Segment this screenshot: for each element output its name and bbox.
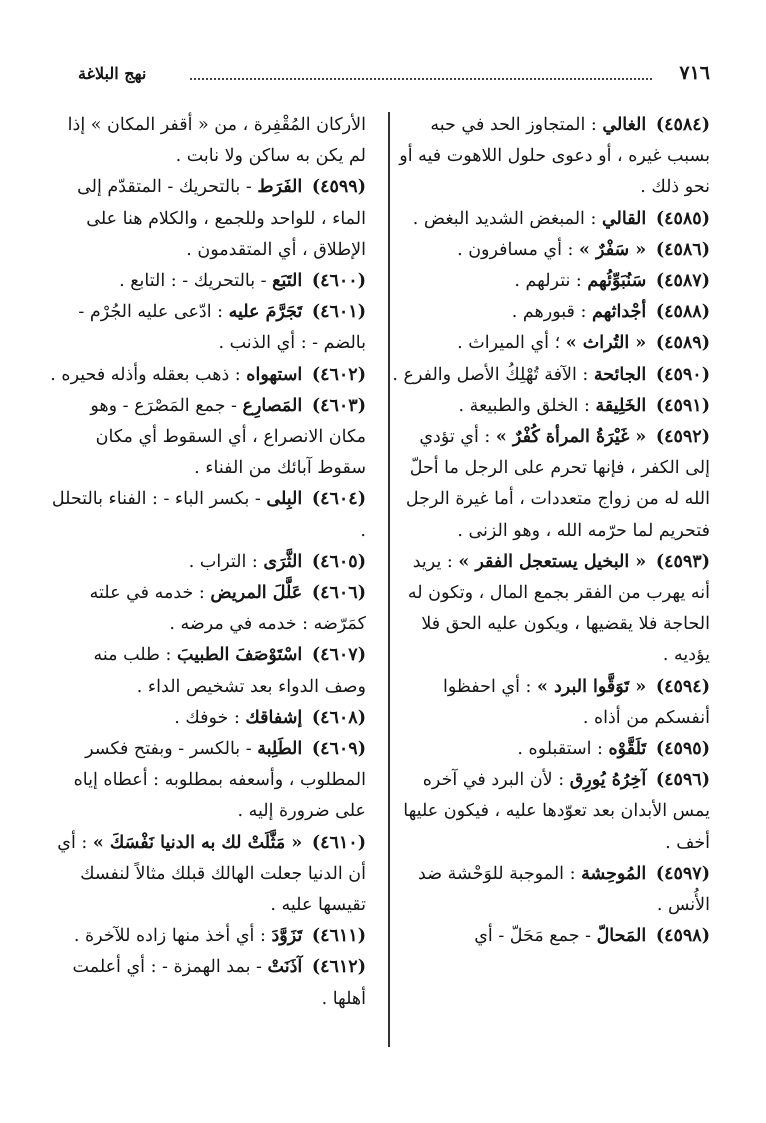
glossary-entry bbox=[392, 765, 710, 859]
entry-term: سَنُبَوِّئُهم bbox=[587, 271, 647, 292]
glossary-entry bbox=[392, 391, 710, 422]
entry-term: المُوحِشة bbox=[581, 863, 647, 884]
page-number: ٧١٦ bbox=[679, 62, 710, 84]
entry-number: (٤٦٠٦) bbox=[311, 583, 366, 604]
entry-definition: : المبغض الشديد البغض . bbox=[412, 208, 597, 229]
glossary-entry bbox=[392, 921, 710, 952]
entry-term: استهواه bbox=[246, 364, 303, 385]
entry-definition: : خدمه في علته كمَرّضه : خدمه في مرضه . bbox=[89, 583, 366, 635]
entry-term: الجائحة bbox=[593, 364, 647, 385]
entry-number: (٤٥٨٥) bbox=[655, 208, 710, 229]
glossary-entry bbox=[48, 703, 366, 734]
entry-term: آخِرُهُ يُورِق bbox=[569, 770, 647, 791]
entry-number: (٤٥٨٨) bbox=[655, 302, 710, 323]
entry-definition: - بمد الهمزة - : أي أعلمت أهلها . bbox=[72, 957, 366, 1009]
entry-definition: - جمع مَحَلّ - أي bbox=[474, 926, 592, 947]
entry-number: (٤٥٩٦) bbox=[655, 770, 710, 791]
glossary-entry bbox=[48, 172, 366, 266]
entry-number: (٤٥٩٩) bbox=[311, 177, 366, 198]
entry-term: الثَّرَى bbox=[263, 551, 303, 572]
entry-term: المَصارِع bbox=[242, 395, 303, 416]
left-column bbox=[48, 110, 366, 1070]
entry-number: (٤٦١١) bbox=[311, 926, 366, 947]
entry-term: « مَثَّلَتْ لك به الدنيا نَفْسَكَ » bbox=[92, 832, 303, 853]
glossary-entry bbox=[48, 297, 366, 359]
entry-number: (٤٦٠٣) bbox=[311, 395, 366, 416]
entry-term: الخَلِيقة bbox=[595, 395, 647, 416]
entry-number: (٤٥٩٠) bbox=[655, 364, 710, 385]
entry-definition: : الخلق والطبيعة . bbox=[458, 395, 590, 416]
entry-term: « غَيْرَةُ المرأة كُفْرٌ » bbox=[495, 427, 647, 448]
entry-number: (٤٥٩٧) bbox=[655, 863, 710, 884]
entry-definition: : لأن البرد في آخره يمس الأبدان بعد تعوّدها عليه ، فيكون عليها أخف . bbox=[403, 770, 710, 853]
entry-number: (٤٥٩٤) bbox=[655, 676, 710, 697]
entry-definition: : ذهب بعقله وأذله فحيره . bbox=[50, 364, 241, 385]
entry-term: البِلى bbox=[266, 489, 303, 510]
entry-term: اسْتَوْصَفَ الطبيبَ bbox=[177, 645, 303, 666]
entry-definition: : ادّعى عليه الجُرْم - بالضم - : أي الذنب . bbox=[78, 302, 366, 354]
entry-number: (٤٥٨٦) bbox=[655, 239, 710, 260]
entry-term: الطَلِبة bbox=[257, 739, 303, 760]
glossary-entry bbox=[48, 952, 366, 1014]
entry-term: عَلَّلَ المريض bbox=[210, 583, 303, 604]
glossary-entry-continued bbox=[48, 110, 366, 172]
entry-definition: : أي أخذ منها زاده للآخرة . bbox=[73, 926, 266, 947]
entry-definition: الأركان المُقْفِرة ، من « أقفر المكان » إذا لم يكن به ساكن ولا نابت . bbox=[67, 115, 366, 167]
entry-number: (٤٦١٠) bbox=[311, 832, 366, 853]
glossary-entry bbox=[392, 859, 710, 921]
entry-term: تَزَوَّدَ bbox=[271, 926, 303, 947]
entry-definition: : الموجبة للوَحْشة ضد الأُنس . bbox=[418, 863, 710, 916]
entry-term: أجْداثهم bbox=[591, 302, 647, 323]
book-title: نهج البلاغة bbox=[78, 64, 147, 83]
glossary-entry bbox=[392, 547, 710, 672]
glossary-entry bbox=[392, 110, 710, 204]
entry-term: الفَرَط bbox=[257, 177, 303, 198]
entry-term: الغالي bbox=[602, 115, 647, 135]
entry-definition: : نترلهم . bbox=[514, 271, 582, 292]
glossary-entry bbox=[392, 235, 710, 266]
entry-definition: - بالتحريك - المتقدّم إلى الماء ، للواحد وللجمع ، والكلام هنا على الإطلاق ، أي المتقدمون . bbox=[77, 177, 366, 260]
glossary-entry bbox=[392, 328, 710, 359]
entry-number: (٤٦٠٥) bbox=[311, 551, 366, 572]
entry-definition: : أي مسافرون . bbox=[457, 239, 574, 260]
entry-number: (٤٥٩٥) bbox=[655, 739, 710, 760]
entry-number: (٤٦١٢) bbox=[311, 957, 366, 978]
entry-number: (٤٦٠٠) bbox=[311, 271, 366, 292]
entry-definition: - بالتحريك - : التابع . bbox=[119, 271, 267, 292]
page-header bbox=[78, 58, 710, 88]
header-rule bbox=[190, 78, 652, 80]
right-column bbox=[392, 110, 710, 1070]
entry-definition: : أي أن الدنيا جعلت الهالك قبلك مثالاً لنفسك تقيسها عليه . bbox=[57, 832, 366, 916]
entry-number: (٤٦٠٩) bbox=[311, 739, 366, 760]
glossary-entry bbox=[48, 266, 366, 297]
entry-number: (٤٦٠٧) bbox=[311, 645, 366, 666]
entry-term: المَحالّ bbox=[596, 926, 647, 947]
entry-definition: - جمع المَصْرَع - وهو مكان الانصراع ، أي السقوط أي مكان سقوط آبائك من الفناء . bbox=[90, 395, 366, 479]
glossary-entry bbox=[392, 266, 710, 297]
glossary-entry bbox=[48, 360, 366, 391]
entry-number: (٤٥٩٣) bbox=[655, 551, 710, 572]
entry-term: تَلَقَّوْه bbox=[608, 739, 647, 760]
entry-number: (٤٥٩٨) bbox=[655, 926, 710, 947]
entry-term: القالي bbox=[601, 208, 647, 229]
entry-definition: : طلب منه وصف الدواء بعد تشخيص الداء . bbox=[93, 645, 366, 697]
entry-number: (٤٦٠٢) bbox=[311, 364, 366, 385]
entry-definition: : الآفة تُهْلِكُ الأصل والفرع . bbox=[392, 364, 589, 385]
entry-definition: - بكسر الباء - : الفناء بالتحلل . bbox=[51, 489, 366, 541]
entry-term: « التُراث » bbox=[565, 333, 647, 354]
entry-term: « البخيل يستعجل الفقر » bbox=[458, 551, 647, 572]
glossary-entry bbox=[48, 391, 366, 485]
glossary-entry bbox=[392, 672, 710, 734]
entry-term: « تَوَقَّوا البرد » bbox=[536, 676, 647, 697]
entry-number: (٤٥٨٧) bbox=[655, 271, 710, 292]
entry-definition: : خوفك . bbox=[174, 707, 240, 728]
glossary-entry bbox=[48, 578, 366, 640]
entry-number: (٤٥٨٩) bbox=[655, 333, 710, 354]
glossary-entry bbox=[48, 921, 366, 952]
entry-number: (٤٥٨٤) bbox=[655, 115, 710, 135]
entry-term: آذَنَتْ bbox=[267, 957, 303, 978]
glossary-entry bbox=[48, 640, 366, 702]
entry-definition: ؛ أي الميراث . bbox=[457, 333, 561, 354]
entry-term: التَبَع bbox=[272, 271, 303, 292]
entry-term: « سَفْرٌ » bbox=[579, 239, 647, 260]
entry-number: (٤٥٩١) bbox=[655, 395, 710, 416]
glossary-entry bbox=[48, 547, 366, 578]
glossary-entry bbox=[48, 484, 366, 546]
entry-definition: : استقبلوه . bbox=[517, 739, 603, 760]
entry-number: (٤٦٠١) bbox=[311, 302, 366, 323]
glossary-entry bbox=[48, 734, 366, 828]
column-divider bbox=[388, 112, 390, 1047]
glossary-entry bbox=[392, 360, 710, 391]
entry-number: (٤٦٠٤) bbox=[311, 489, 366, 510]
glossary-entry bbox=[392, 297, 710, 328]
glossary-entry bbox=[392, 204, 710, 235]
entry-term: إشفاقك bbox=[245, 707, 303, 728]
glossary-entry bbox=[392, 422, 710, 547]
entry-term: تَجَرَّمَ عليه bbox=[228, 302, 303, 323]
glossary-entry bbox=[48, 828, 366, 922]
entry-definition: : المتجاوز الحد في حبه بسبب غيره ، أو دعوى حلول اللاهوت فيه أو نحو ذلك . bbox=[399, 115, 710, 198]
entry-number: (٤٦٠٨) bbox=[311, 707, 366, 728]
entry-definition: : أي احفظوا أنفسكم من أذاه . bbox=[443, 676, 710, 728]
entry-number: (٤٥٩٢) bbox=[655, 427, 710, 448]
entry-definition: : قبورهم . bbox=[511, 302, 587, 323]
entry-definition: : التراب . bbox=[188, 551, 258, 572]
entry-definition: - بالكسر - وبفتح فكسر المطلوب ، وأسعفه بمطلوبه : أعطاه إياه على ضرورة إليه . bbox=[73, 739, 366, 822]
entry-definition: : أي تؤدي إلى الكفر ، فإنها تحرم على الرجل ما أحلّ الله له من زواج متعددات ، أما غيرة الرجل فتحريم لما حرّمه الله ، وهو الزنى . bbox=[405, 427, 710, 541]
glossary-entry bbox=[392, 734, 710, 765]
entry-definition: : يريد أنه يهرب من الفقر بجمع المال ، وتكون له الحاجة فلا يقضيها ، ويكون عليه الحق فلا يؤديه . bbox=[407, 551, 710, 666]
